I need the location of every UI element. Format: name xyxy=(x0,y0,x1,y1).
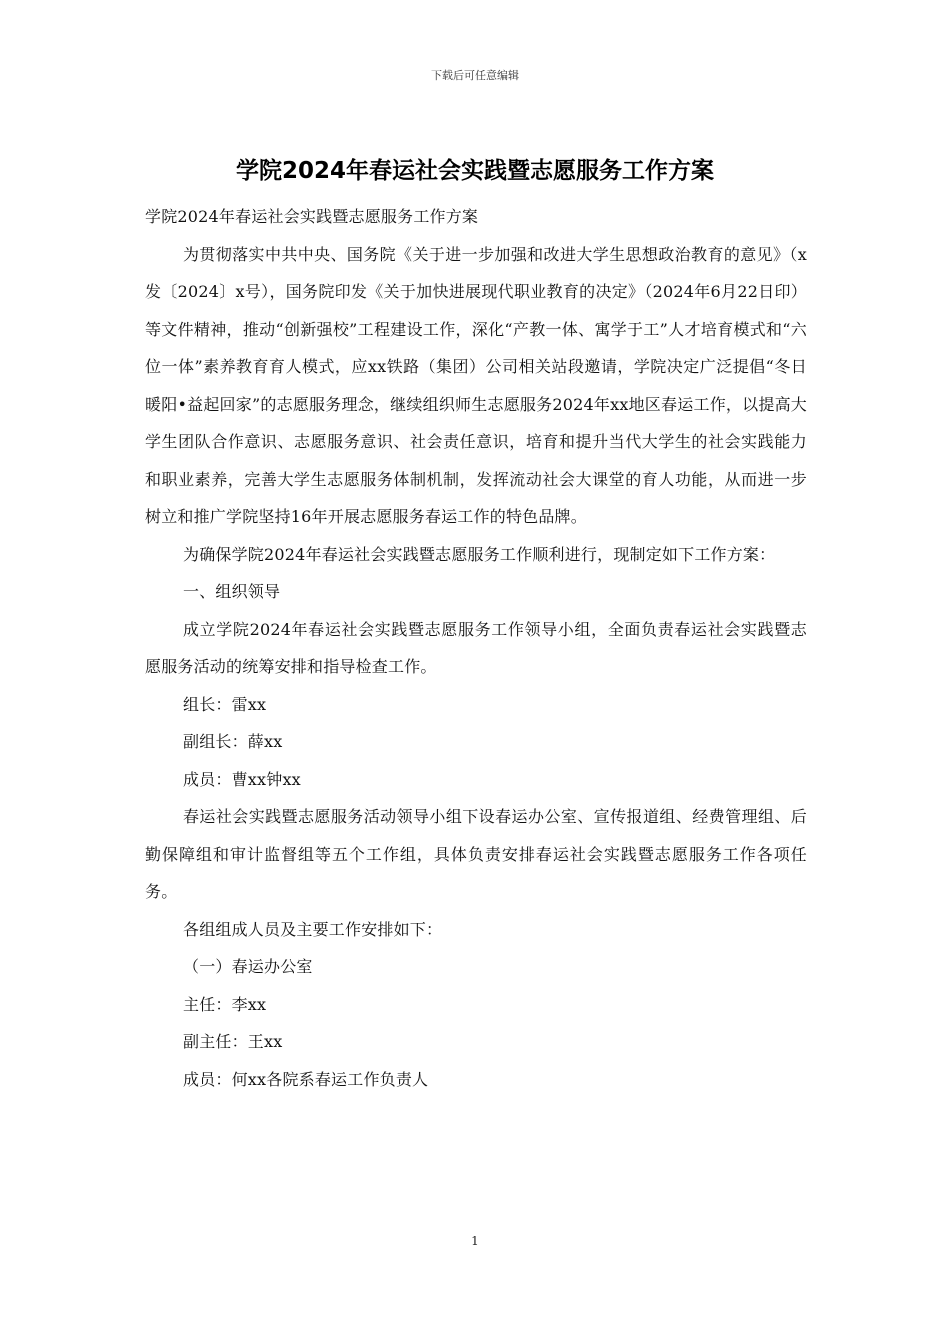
paragraph-group-arrangement: 各组组成人员及主要工作安排如下： xyxy=(183,919,443,939)
paragraph-working-groups: 春运社会实践暨志愿服务活动领导小组下设春运办公室、宣传报道组、经费管理组、后勤保障组和审计监督组等五个工作组，具体负责安排春运社会实践暨志愿服务工作各项任务。 xyxy=(145,807,807,901)
document-body xyxy=(145,198,807,1098)
section-heading-organization: 一、组织领导 xyxy=(183,582,281,601)
document-title: 学院2024年春运社会实践暨志愿服务工作方案 xyxy=(235,158,714,184)
director-line: 主任：李xx xyxy=(183,994,267,1014)
paragraph-purpose: 为确保学院2024年春运社会实践暨志愿服务工作顺利进行，现制定如下工作方案： xyxy=(183,544,776,564)
paragraph-intro: 为贯彻落实中共中央、国务院《关于进一步加强和改进大学生思想政治教育的意见》（x发〔2024〕x号），国务院印发《关于加快进展现代职业教育的决定》（2024年6月22日印）等文件精神，推动“创新强校”工程建设工作，深化“产教一体、寓学于工”人才培育模式和“六位一体”素养教育育人模式，应xx铁路（集团）公司相关站段邀请，学院决定广泛提倡“冬日暖阳•益起回家”的志愿服务理念，继续组织师生志愿服务2024年xx地区春运工作，以提高大学生团队合作意识、志愿服务意识、社会责任意识，培育和提升当代大学生的社会实践能力和职业素养，完善大学生志愿服务体制机制，发挥流动社会大课堂的育人功能，从而进一步树立和推广学院坚持16年开展志愿服务春运工作的特色品牌。 xyxy=(145,244,807,526)
leader-line: 组长：雷xx xyxy=(183,694,267,714)
deputy-director-line: 副主任：王xx xyxy=(183,1032,283,1051)
page-header-note: 下载后可任意编辑 xyxy=(431,69,519,82)
subtitle-line: 学院2024年春运社会实践暨志愿服务工作方案 xyxy=(145,207,479,226)
deputy-leader-line: 副组长：薛xx xyxy=(183,732,283,751)
subsection-heading-office: （一）春运办公室 xyxy=(183,957,313,976)
members-line: 成员：曹xx钟xx xyxy=(183,769,301,789)
office-members-line: 成员：何xx各院系春运工作负责人 xyxy=(183,1069,429,1089)
paragraph-leadership-group: 成立学院2024年春运社会实践暨志愿服务工作领导小组，全面负责春运社会实践暨志愿服务活动的统筹安排和指导检查工作。 xyxy=(145,619,807,676)
page-number: 1 xyxy=(471,1234,479,1248)
